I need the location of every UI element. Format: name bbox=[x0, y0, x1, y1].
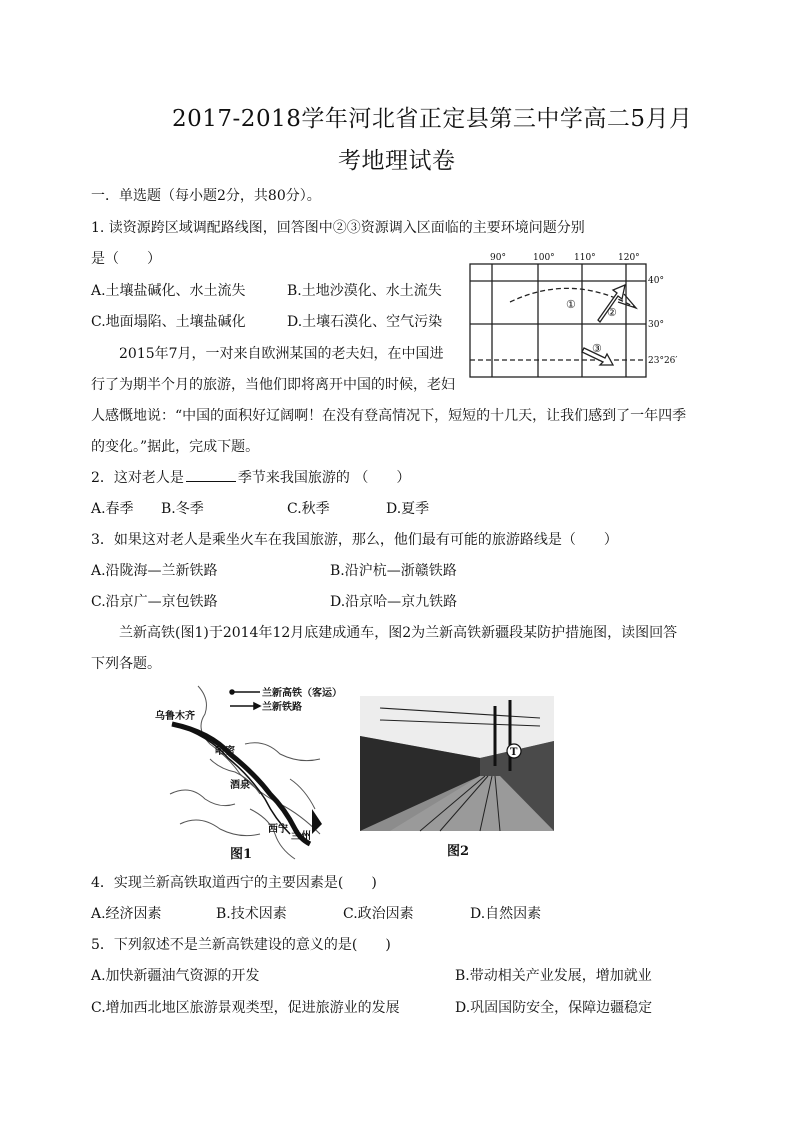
svg-text:T: T bbox=[510, 747, 518, 758]
figure1-caption: 图1 bbox=[230, 847, 253, 862]
q1-option-d: D.土壤石漠化、空气污染 bbox=[287, 314, 443, 330]
figure1-railway-map bbox=[150, 684, 350, 864]
q2-option-b: B.冬季 bbox=[161, 501, 204, 517]
q1-stem-line1: 1. 读资源跨区域调配路线图，回答图中②③资源调入区面临的主要环境问题分别 bbox=[91, 220, 585, 236]
q1-stem-line2: 是（ ） bbox=[91, 251, 161, 267]
page-title-line2: 考地理试卷 bbox=[338, 148, 456, 174]
map-lon-label: 100° bbox=[533, 253, 555, 263]
city-jiuquan: 酒泉 bbox=[230, 780, 250, 791]
q3-stem: 3．如果这对老人是乘坐火车在我国旅游，那么，他们最有可能的旅游路线是（ ） bbox=[91, 532, 618, 548]
page-title-line1: 2017-2018学年河北省正定县第三中学高二5月月 bbox=[172, 106, 693, 132]
q3-option-d: D.沿京哈—京九铁路 bbox=[330, 594, 458, 610]
q1-option-b: B.土地沙漠化、水土流失 bbox=[287, 283, 442, 299]
q2-option-d: D.夏季 bbox=[386, 501, 430, 517]
q4-option-b: B.技术因素 bbox=[216, 906, 287, 922]
q3-option-c: C.沿京广—京包铁路 bbox=[91, 594, 218, 610]
q3-option-a: A.沿陇海—兰新铁路 bbox=[91, 563, 218, 579]
q2-option-c: C.秋季 bbox=[287, 501, 330, 517]
q2-stem bbox=[91, 467, 410, 487]
legend-high-speed-rail: 兰新高铁（客运） bbox=[262, 688, 342, 699]
resource-route-map bbox=[468, 250, 698, 380]
q5-option-c: C.增加西北地区旅游景观类型，促进旅游业的发展 bbox=[91, 1000, 400, 1016]
q4-option-c: C.政治因素 bbox=[343, 906, 414, 922]
q2-stem-part2: 季节来我国旅游的 （ ） bbox=[237, 470, 411, 486]
q2-stem-part1: 2．这对老人是 bbox=[91, 470, 184, 486]
passage2-line2: 下列各题。 bbox=[91, 656, 161, 672]
section-heading: 一．单选题（每小题2分，共80分）。 bbox=[91, 188, 321, 204]
q5-option-b: B.带动相关产业发展，增加就业 bbox=[455, 968, 652, 984]
q2-option-a: A.春季 bbox=[91, 501, 134, 517]
city-hami: 哈密 bbox=[215, 746, 235, 757]
map-lat-label: 23°26′ bbox=[648, 356, 678, 366]
city-lanzhou: 兰州 bbox=[291, 831, 311, 842]
map-lon-label: 120° bbox=[618, 253, 640, 263]
figure2-caption: 图2 bbox=[447, 844, 470, 859]
q5-stem: 5．下列叙述不是兰新高铁建设的意义的是( ) bbox=[91, 937, 391, 953]
q4-option-a: A.经济因素 bbox=[91, 906, 162, 922]
map-mark-1: ① bbox=[566, 298, 576, 311]
passage1-line4: 的变化。”据此，完成下题。 bbox=[91, 439, 260, 455]
q5-option-d: D.巩固国防安全，保障边疆稳定 bbox=[455, 1000, 653, 1016]
map-mark-3: ③ bbox=[592, 342, 602, 355]
q5-option-a: A.加快新疆油气资源的开发 bbox=[91, 968, 260, 984]
passage2-line1: 兰新高铁(图1)于2014年12月底建成通车，图2为兰新高铁新疆段某防护措施图，读图回答 bbox=[119, 625, 678, 641]
answer-blank bbox=[186, 469, 236, 482]
passage1-line1: 2015年7月，一对来自欧洲某国的老夫妇，在中国进 bbox=[119, 346, 444, 362]
map-lat-label: 30° bbox=[648, 320, 664, 330]
q4-option-d: D.自然因素 bbox=[470, 906, 542, 922]
q1-option-c: C.地面塌陷、土壤盐碱化 bbox=[91, 314, 246, 330]
map-lon-label: 110° bbox=[574, 253, 596, 263]
q3-option-b: B.沿沪杭—浙赣铁路 bbox=[330, 563, 457, 579]
q1-option-a: A.土壤盐碱化、水土流失 bbox=[91, 283, 246, 299]
passage1-line2: 行了为期半个月的旅游，当他们即将离开中国的时候，老妇 bbox=[91, 377, 455, 393]
map-mark-2: ② bbox=[607, 306, 617, 319]
city-urumqi: 乌鲁木齐 bbox=[155, 711, 195, 722]
legend-railway: 兰新铁路 bbox=[262, 702, 302, 713]
map-lon-label: 90° bbox=[490, 253, 506, 263]
city-xining: 西宁 bbox=[268, 824, 288, 835]
passage1-line3: 人感慨地说：“中国的面积好辽阔啊！在没有登高情况下，短短的十几天，让我们感到了一年四季 bbox=[91, 408, 687, 424]
figure2-railway-photo bbox=[360, 696, 554, 863]
q4-stem: 4．实现兰新高铁取道西宁的主要因素是( ) bbox=[91, 875, 377, 891]
map-lat-label: 40° bbox=[648, 276, 664, 286]
